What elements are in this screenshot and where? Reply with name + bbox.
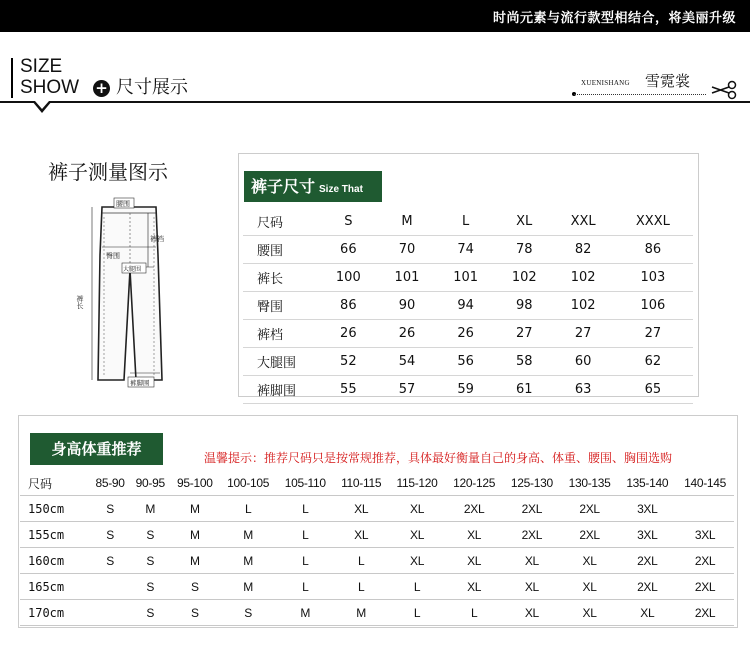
height-weight-table xyxy=(20,471,734,626)
recommended-size-cell: 2XL xyxy=(561,496,619,522)
size-chart-title xyxy=(244,171,382,202)
recommended-size-cell: M xyxy=(219,522,277,548)
recommend-corner-label: 尺码 xyxy=(20,471,90,496)
recommended-size-cell: XL xyxy=(389,548,446,574)
thigh-label: 大腿围 xyxy=(123,266,142,273)
waist-label: 腰围 xyxy=(116,200,130,208)
recommended-size-cell: M xyxy=(170,548,219,574)
size-table-cell: 82 xyxy=(554,236,613,264)
recommended-size-cell: XL xyxy=(561,574,619,600)
recommended-size-cell: L xyxy=(334,548,389,574)
recommended-size-cell: 2XL xyxy=(503,522,561,548)
divider-notch-inner xyxy=(35,101,49,109)
recommended-size-cell: XL xyxy=(389,496,446,522)
recommend-row xyxy=(20,522,734,548)
recommended-size-cell: S xyxy=(130,548,170,574)
size-table-cell: L xyxy=(436,208,495,236)
pants-diagram-title: 裤子测量图示 xyxy=(48,160,168,184)
size-table-cell: 66 xyxy=(319,236,378,264)
recommended-size-cell: S xyxy=(130,600,170,626)
section-title: 尺寸展示 xyxy=(116,77,188,98)
size-table-row-label: 裤档 xyxy=(243,320,319,348)
recommended-size-cell: L xyxy=(277,522,334,548)
size-table-cell: 101 xyxy=(436,264,495,292)
recommend-header-row xyxy=(20,471,734,496)
size-table-cell: M xyxy=(378,208,437,236)
recommend-row xyxy=(20,574,734,600)
size-table-cell: 102 xyxy=(554,292,613,320)
recommended-size-cell: 2XL xyxy=(618,574,676,600)
recommend-row xyxy=(20,496,734,522)
size-table-cell: 59 xyxy=(436,376,495,404)
size-table-cell: 102 xyxy=(495,264,554,292)
recommended-size-cell: XL xyxy=(445,548,503,574)
size-table-cell: S xyxy=(319,208,378,236)
recommended-size-cell: 2XL xyxy=(676,548,734,574)
size-table-cell: 86 xyxy=(613,236,693,264)
size-table-cell: 52 xyxy=(319,348,378,376)
weight-range-header: 95-100 xyxy=(170,471,219,496)
weight-range-header: 115-120 xyxy=(389,471,446,496)
recommended-size-cell: 3XL xyxy=(618,496,676,522)
size-table-cell: 106 xyxy=(613,292,693,320)
brand-chinese: 雪霓裳 xyxy=(645,72,691,90)
size-table-cell: 70 xyxy=(378,236,437,264)
size-table-cell: 55 xyxy=(319,376,378,404)
size-table-cell: XXXL xyxy=(613,208,693,236)
size-table-cell: 102 xyxy=(554,264,613,292)
size-table-cell: XXL xyxy=(554,208,613,236)
size-table-row-label: 裤脚围 xyxy=(243,376,319,404)
recommended-size-cell: S xyxy=(170,574,219,600)
recommended-size-cell: L xyxy=(389,600,446,626)
recommended-size-cell: 2XL xyxy=(676,574,734,600)
size-table-cell: XL xyxy=(495,208,554,236)
show-label: SHOW xyxy=(20,77,80,98)
size-table-row-label: 裤长 xyxy=(243,264,319,292)
size-table-cell: 26 xyxy=(378,320,437,348)
size-table-cell: 94 xyxy=(436,292,495,320)
size-table-row-label: 腰围 xyxy=(243,236,319,264)
recommend-row xyxy=(20,600,734,626)
recommended-size-cell: L xyxy=(219,496,277,522)
recommended-size-cell: XL xyxy=(334,522,389,548)
size-table-cell: 60 xyxy=(554,348,613,376)
size-table-row-label: 大腿围 xyxy=(243,348,319,376)
recommended-size-cell: 2XL xyxy=(503,496,561,522)
size-table-row xyxy=(243,236,693,264)
size-table-cell: 103 xyxy=(613,264,693,292)
dotted-cut-line xyxy=(574,94,706,95)
recommended-size-cell: L xyxy=(277,548,334,574)
top-banner xyxy=(0,0,750,32)
recommended-size-cell: 2XL xyxy=(618,548,676,574)
recommended-size-cell: XL xyxy=(618,600,676,626)
recommended-size-cell: L xyxy=(445,600,503,626)
brand-english: XUENISHANG xyxy=(581,79,630,87)
recommended-size-cell: M xyxy=(130,496,170,522)
weight-range-header: 100-105 xyxy=(219,471,277,496)
size-table-row xyxy=(243,264,693,292)
recommended-size-cell: M xyxy=(170,522,219,548)
size-table-row xyxy=(243,320,693,348)
slogan-text: 时尚元素与流行款型相结合，将美丽升级 xyxy=(492,11,736,26)
recommended-size-cell: M xyxy=(334,600,389,626)
recommended-size-cell: 3XL xyxy=(676,522,734,548)
size-table-cell: 27 xyxy=(613,320,693,348)
weight-range-header: 85-90 xyxy=(90,471,130,496)
recommended-size-cell xyxy=(676,496,734,522)
weight-range-header: 120-125 xyxy=(445,471,503,496)
recommended-size-cell: XL xyxy=(561,600,619,626)
recommended-size-cell: XL xyxy=(503,574,561,600)
recommend-title: 身高体重推荐 xyxy=(30,433,163,465)
length-label: 裤长 xyxy=(76,295,84,309)
hem-label: 裤脚围 xyxy=(130,379,150,387)
size-table-cell: 61 xyxy=(495,376,554,404)
size-chart-title-en: Size That xyxy=(319,184,363,195)
recommend-row xyxy=(20,548,734,574)
weight-range-header: 140-145 xyxy=(676,471,734,496)
height-label: 155cm xyxy=(20,522,90,548)
recommended-size-cell: S xyxy=(90,548,130,574)
size-table-cell: 90 xyxy=(378,292,437,320)
recommended-size-cell: 3XL xyxy=(618,522,676,548)
size-table-cell: 62 xyxy=(613,348,693,376)
recommended-size-cell: XL xyxy=(334,496,389,522)
pants-size-table xyxy=(243,208,693,404)
recommended-size-cell: S xyxy=(130,574,170,600)
size-table-row xyxy=(243,292,693,320)
recommended-size-cell: 2XL xyxy=(561,522,619,548)
recommended-size-cell xyxy=(90,574,130,600)
recommended-size-cell: S xyxy=(90,522,130,548)
recommended-size-cell xyxy=(90,600,130,626)
scissors-icon xyxy=(710,80,738,100)
height-label: 165cm xyxy=(20,574,90,600)
size-table-cell: 54 xyxy=(378,348,437,376)
recommended-size-cell: S xyxy=(130,522,170,548)
pants-measurement-diagram xyxy=(70,195,190,390)
size-table-row-label: 臀围 xyxy=(243,292,319,320)
size-table-cell: 27 xyxy=(554,320,613,348)
size-table-row xyxy=(243,348,693,376)
height-label: 170cm xyxy=(20,600,90,626)
recommended-size-cell: M xyxy=(219,574,277,600)
height-label: 160cm xyxy=(20,548,90,574)
crotch-label: 裤裆 xyxy=(150,235,164,243)
size-label: SIZE xyxy=(20,56,63,77)
weight-range-header: 125-130 xyxy=(503,471,561,496)
recommend-tip: 温馨提示：推荐尺码只是按常规推荐，具体最好衡量自己的身高、体重、腰围、胸围选购 xyxy=(204,451,673,465)
hip-label: 臀围 xyxy=(106,252,120,260)
recommended-size-cell: XL xyxy=(503,548,561,574)
recommended-size-cell: XL xyxy=(561,548,619,574)
recommended-size-cell: L xyxy=(277,496,334,522)
size-table-cell: 98 xyxy=(495,292,554,320)
size-table-cell: 57 xyxy=(378,376,437,404)
size-table-cell: 63 xyxy=(554,376,613,404)
weight-range-header: 90-95 xyxy=(130,471,170,496)
recommended-size-cell: S xyxy=(90,496,130,522)
size-chart-title-zh: 裤子尺寸 xyxy=(251,177,316,196)
size-table-cell: 56 xyxy=(436,348,495,376)
weight-range-header: 105-110 xyxy=(277,471,334,496)
recommended-size-cell: XL xyxy=(445,574,503,600)
size-table-cell: 65 xyxy=(613,376,693,404)
size-table-row-label: 尺码 xyxy=(243,208,319,236)
size-table-cell: 74 xyxy=(436,236,495,264)
recommended-size-cell: S xyxy=(170,600,219,626)
recommended-size-cell: L xyxy=(277,574,334,600)
section-divider xyxy=(0,101,750,103)
section-accent-line xyxy=(11,58,13,98)
size-table-cell: 100 xyxy=(319,264,378,292)
size-table-cell: 27 xyxy=(495,320,554,348)
recommended-size-cell: S xyxy=(219,600,277,626)
recommended-size-cell: XL xyxy=(389,522,446,548)
size-table-cell: 101 xyxy=(378,264,437,292)
weight-range-header: 130-135 xyxy=(561,471,619,496)
recommended-size-cell: 2XL xyxy=(445,496,503,522)
weight-range-header: 110-115 xyxy=(334,471,389,496)
recommended-size-cell: L xyxy=(389,574,446,600)
weight-range-header: 135-140 xyxy=(618,471,676,496)
size-table-cell: 58 xyxy=(495,348,554,376)
size-table-cell: 26 xyxy=(319,320,378,348)
recommended-size-cell: XL xyxy=(445,522,503,548)
recommended-size-cell: L xyxy=(334,574,389,600)
height-label: 150cm xyxy=(20,496,90,522)
size-table-header-row xyxy=(243,208,693,236)
size-table-cell: 86 xyxy=(319,292,378,320)
recommended-size-cell: XL xyxy=(503,600,561,626)
plus-icon: + xyxy=(93,80,110,97)
size-table-row xyxy=(243,376,693,404)
size-table-cell: 26 xyxy=(436,320,495,348)
recommended-size-cell: M xyxy=(219,548,277,574)
recommended-size-cell: M xyxy=(277,600,334,626)
recommended-size-cell: 2XL xyxy=(676,600,734,626)
size-table-cell: 78 xyxy=(495,236,554,264)
recommended-size-cell: M xyxy=(170,496,219,522)
